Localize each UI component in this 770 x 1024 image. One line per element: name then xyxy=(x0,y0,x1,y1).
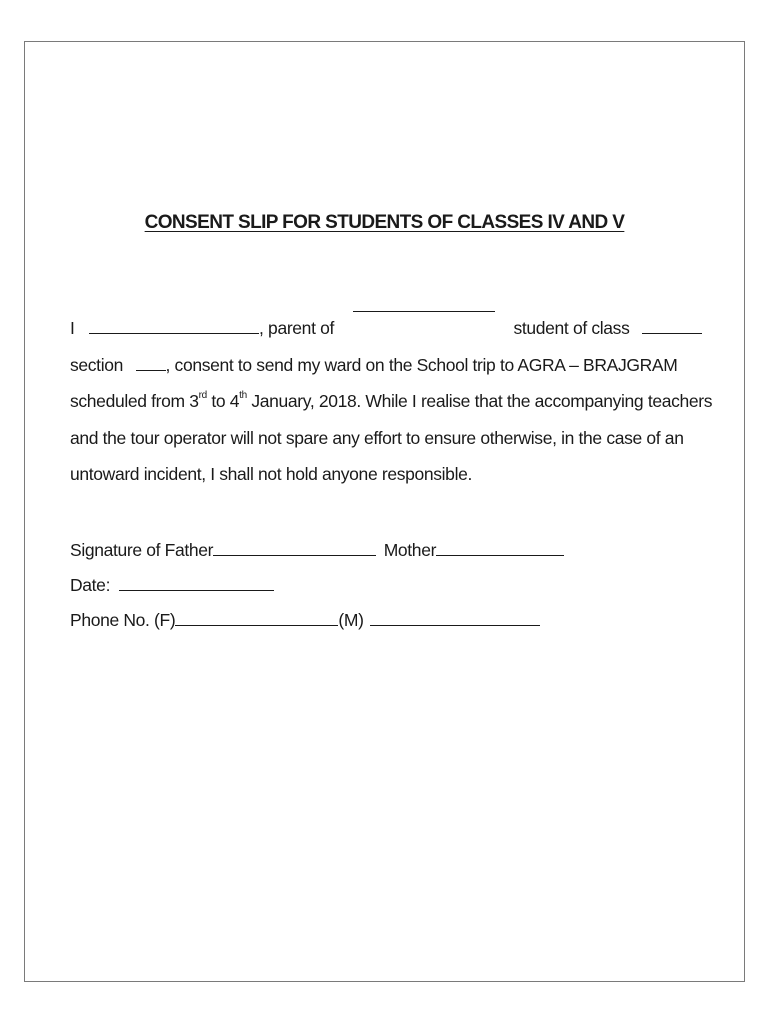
phone-mother-label: (M) xyxy=(338,610,364,630)
father-signature-blank[interactable] xyxy=(213,554,376,556)
paragraph-line-5: untoward incident, I shall not hold anyone responsible. xyxy=(70,464,472,484)
date-blank[interactable] xyxy=(119,589,274,591)
paragraph-line-3: scheduled from 3rd to 4th January, 2018. While I realise that the accompanying teachers xyxy=(70,390,713,411)
mother-signature-blank[interactable] xyxy=(436,554,564,556)
paragraph-line-4: and the tour operator will not spare any effort to ensure otherwise, in the case of an xyxy=(70,427,684,448)
date-row xyxy=(70,568,710,603)
mother-signature-label: Mother xyxy=(383,540,437,560)
phone-row xyxy=(70,603,710,638)
document-title: CONSENT SLIP FOR STUDENTS OF CLASSES IV AND V xyxy=(144,212,625,233)
line2-section: section xyxy=(70,354,123,375)
line2-consent-text: , consent to send my ward on the School trip to AGRA – BRAJGRAM xyxy=(165,354,678,375)
student-name-blank[interactable] xyxy=(353,310,495,312)
date-label: Date: xyxy=(70,575,111,595)
line1-parent-of: , parent of xyxy=(259,318,334,338)
section-blank[interactable] xyxy=(136,369,166,371)
phone-mother-blank[interactable] xyxy=(370,624,540,626)
father-signature-label: Signature of Father xyxy=(70,540,214,560)
line1-student-of-class: student of class xyxy=(513,318,630,338)
signature-row xyxy=(70,533,710,568)
document-page xyxy=(24,41,745,982)
signature-section xyxy=(70,533,710,638)
phone-father-blank[interactable] xyxy=(175,624,338,626)
consent-paragraph xyxy=(70,310,713,493)
class-blank[interactable] xyxy=(642,332,702,334)
phone-father-label: Phone No. (F) xyxy=(70,610,176,630)
paragraph-line-2 xyxy=(70,347,702,384)
line1-word-i: I xyxy=(70,318,75,338)
paragraph-line-1 xyxy=(70,310,702,347)
parent-name-blank[interactable] xyxy=(89,332,259,334)
